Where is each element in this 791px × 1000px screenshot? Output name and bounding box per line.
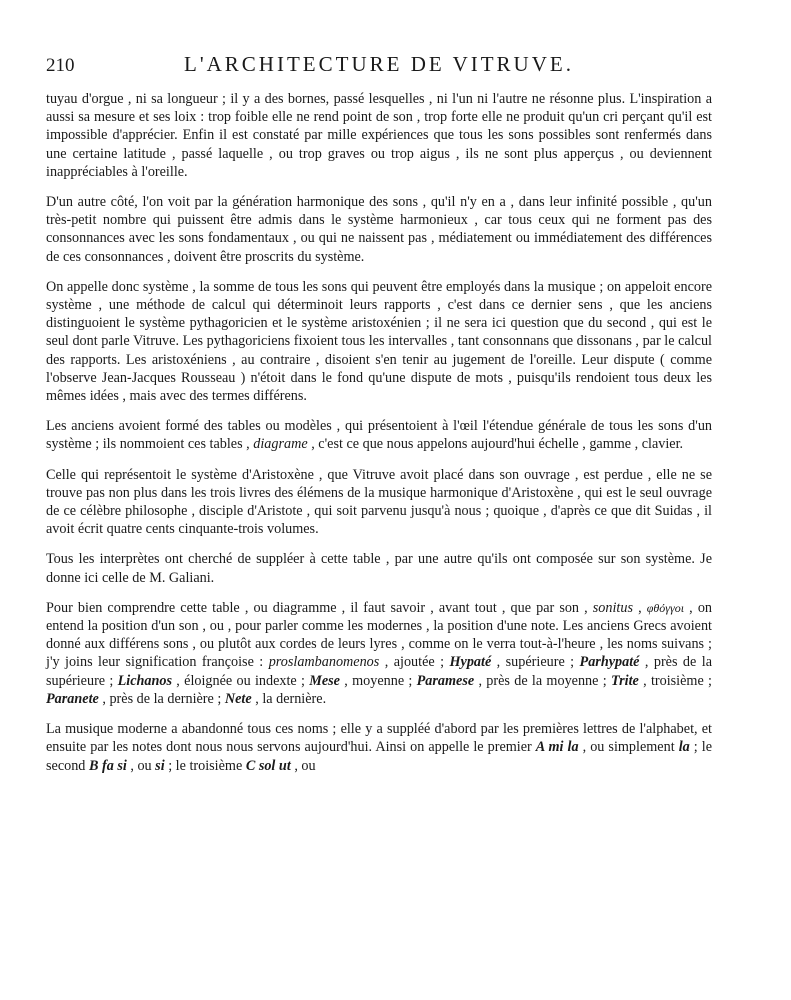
paragraph [46, 550, 712, 586]
text-run: , éloignée ou indexte ; [172, 672, 310, 689]
note-name: Trite [610, 672, 639, 689]
italic-term: proslambanomenos [268, 654, 380, 671]
text-run: Celle qui représentoit le système d'Aristoxène , que Vitruve avoit placé dans son ouvrage , est perdue , elle ne se trouve pas non plus dans les trois livres des élémens de la musique harmonique d'Aristoxène , qui est le seul ouvrage de ce célèbre philosophe , disciple d'Aristote , qui soit parvenu jusqu'à nous ; quoique , d'après ce que dit Suidas , il avoit écrit quatre cents cinquante-trois volumes. [46, 466, 712, 538]
text-run: , on entend la position d'un son , ou , pour parler comme les modernes , la position d'une note. Les anciens Grecs avoient donné aux différens sons , ou plutôt aux cordes de leurs lyres , comme on le verra tout-à-l'heure , les noms suivans ; j'y joins leur signification françoise : [46, 599, 713, 671]
note-name: C sol ut [245, 757, 291, 774]
running-title: L'ARCHITECTURE DE VITRUVE. [184, 52, 574, 76]
text-run: , [633, 599, 647, 616]
page-number: 210 [46, 55, 75, 76]
paragraph [46, 599, 712, 708]
text-run: , près de la supérieure ; [46, 654, 712, 689]
body-text [46, 90, 712, 775]
note-name: Parhypaté [579, 654, 640, 671]
note-name: Mese [309, 672, 340, 689]
italic-term: sonitus [592, 599, 633, 616]
text-run: On appelle donc système , la somme de tous les sons qui peuvent être employés dans la musique ; on appeloit encore système , une méthode de calcul qui déterminoit leurs rapports , c'est dans ce dernier sens , que les anciens distinguoient le système pythagoricien et le système aristoxénien ; il ne sera ici question que du second , qui est le seul dont parle Vitruve. Les pythagoriciens fixoient tous les intervalles , tant consonnans que dissonans , par le calcul des rapports. Les aristoxéniens , au contraire , disoient s'en tenir au jugement de l'oreille. Leur dispute ( comme l'observe Jean-Jacques Rousseau ) n'étoit dans le fond qu'une dispute de mots , puisqu'ils rendoient tous deux les mêmes idées , mais avec des termes différens. [46, 278, 712, 405]
text-run: La musique moderne a abandonné tous ces noms ; elle y a suppléé d'abord par les premières lettres de l'alphabet, et ensuite par les notes dont nous nous servons aujourd'hui. Ainsi on appelle le premier [46, 721, 712, 756]
text-run: , c'est ce que nous appelons aujourd'hui échelle , gamme , clavier. [307, 436, 684, 453]
italic-term: diagrame [253, 436, 308, 453]
note-name: Nete [224, 690, 252, 707]
text-run: ; le troisième [164, 757, 246, 774]
running-head [46, 52, 712, 84]
text-run: D'un autre côté, l'on voit par la génération harmonique des sons , qu'il n'y en a , dans leur infinité possible , qu'un très-petit nombre qui puissent être admis dans le système harmonieux , car tous ceux qui ne forment pas des consonnances avec les sons fondamentaux , ou qui ne naissent pas , médiatement ou immédiatement des différences de ces consonnances , doivent être proscrits du système. [46, 194, 712, 265]
note-name: Lichanos [117, 672, 173, 689]
text-run: , ou [290, 757, 316, 774]
note-name: Hypaté [449, 654, 492, 671]
paragraph [46, 90, 712, 181]
text-run: tuyau d'orgue , ni sa longueur ; il y a des bornes, passé lesquelles , ni l'un ni l'autre ne résonne plus. L'inspiration a aussi sa mesure et ses loix : trop foible elle ne rend point de son , trop forte elle ne produit qu'un cri perçant qu'il est impossible d'apprécier. Enfin il est constaté par mille expériences que tous les sons possibles sont renfermés dans une certaine latitude , passé laquelle , ou trop graves ou trop aigus , ils ne sont plus apperçus , ou deviennent inappréciables à l'oreille. [46, 91, 712, 180]
note-name: Paranete [46, 690, 99, 707]
text-run: Tous les interprètes ont cherché de suppléer à cette table , par une autre qu'ils ont composée sur son système. Je donne ici celle de M. Galiani. [46, 551, 712, 586]
text-run: Les anciens avoient formé des tables ou modèles , qui présentoient à l'œil l'étendue générale de tous les sons d'un système ; ils nommoient ces tables , [46, 418, 712, 453]
text-run: , près de la moyenne ; [474, 672, 611, 689]
note-name: B fa si [88, 757, 127, 774]
note-name: si [155, 757, 165, 774]
text-run: , ou simplement [578, 739, 679, 756]
note-name: la [678, 739, 690, 756]
book-page [46, 52, 712, 787]
paragraph [46, 278, 712, 405]
text-run: , ajoutée ; [379, 654, 450, 671]
text-run: , troisième ; [638, 672, 712, 689]
greek-term: φθόγγοι [646, 600, 685, 615]
note-name: Paramese [416, 672, 475, 689]
text-run: , ou [126, 757, 156, 774]
paragraph [46, 417, 712, 453]
paragraph [46, 193, 712, 266]
text-run: Pour bien comprendre cette table , ou diagramme , il faut savoir , avant tout , que par son , [46, 599, 593, 616]
text-run: , près de la dernière ; [98, 690, 225, 707]
paragraph [46, 720, 712, 775]
text-run: , supérieure ; [491, 654, 580, 671]
text-run: , moyenne ; [339, 672, 417, 689]
paragraph [46, 466, 712, 539]
note-name: A mi la [535, 739, 579, 756]
text-run: , la dernière. [251, 690, 327, 707]
text-run: ; le second [46, 739, 712, 774]
